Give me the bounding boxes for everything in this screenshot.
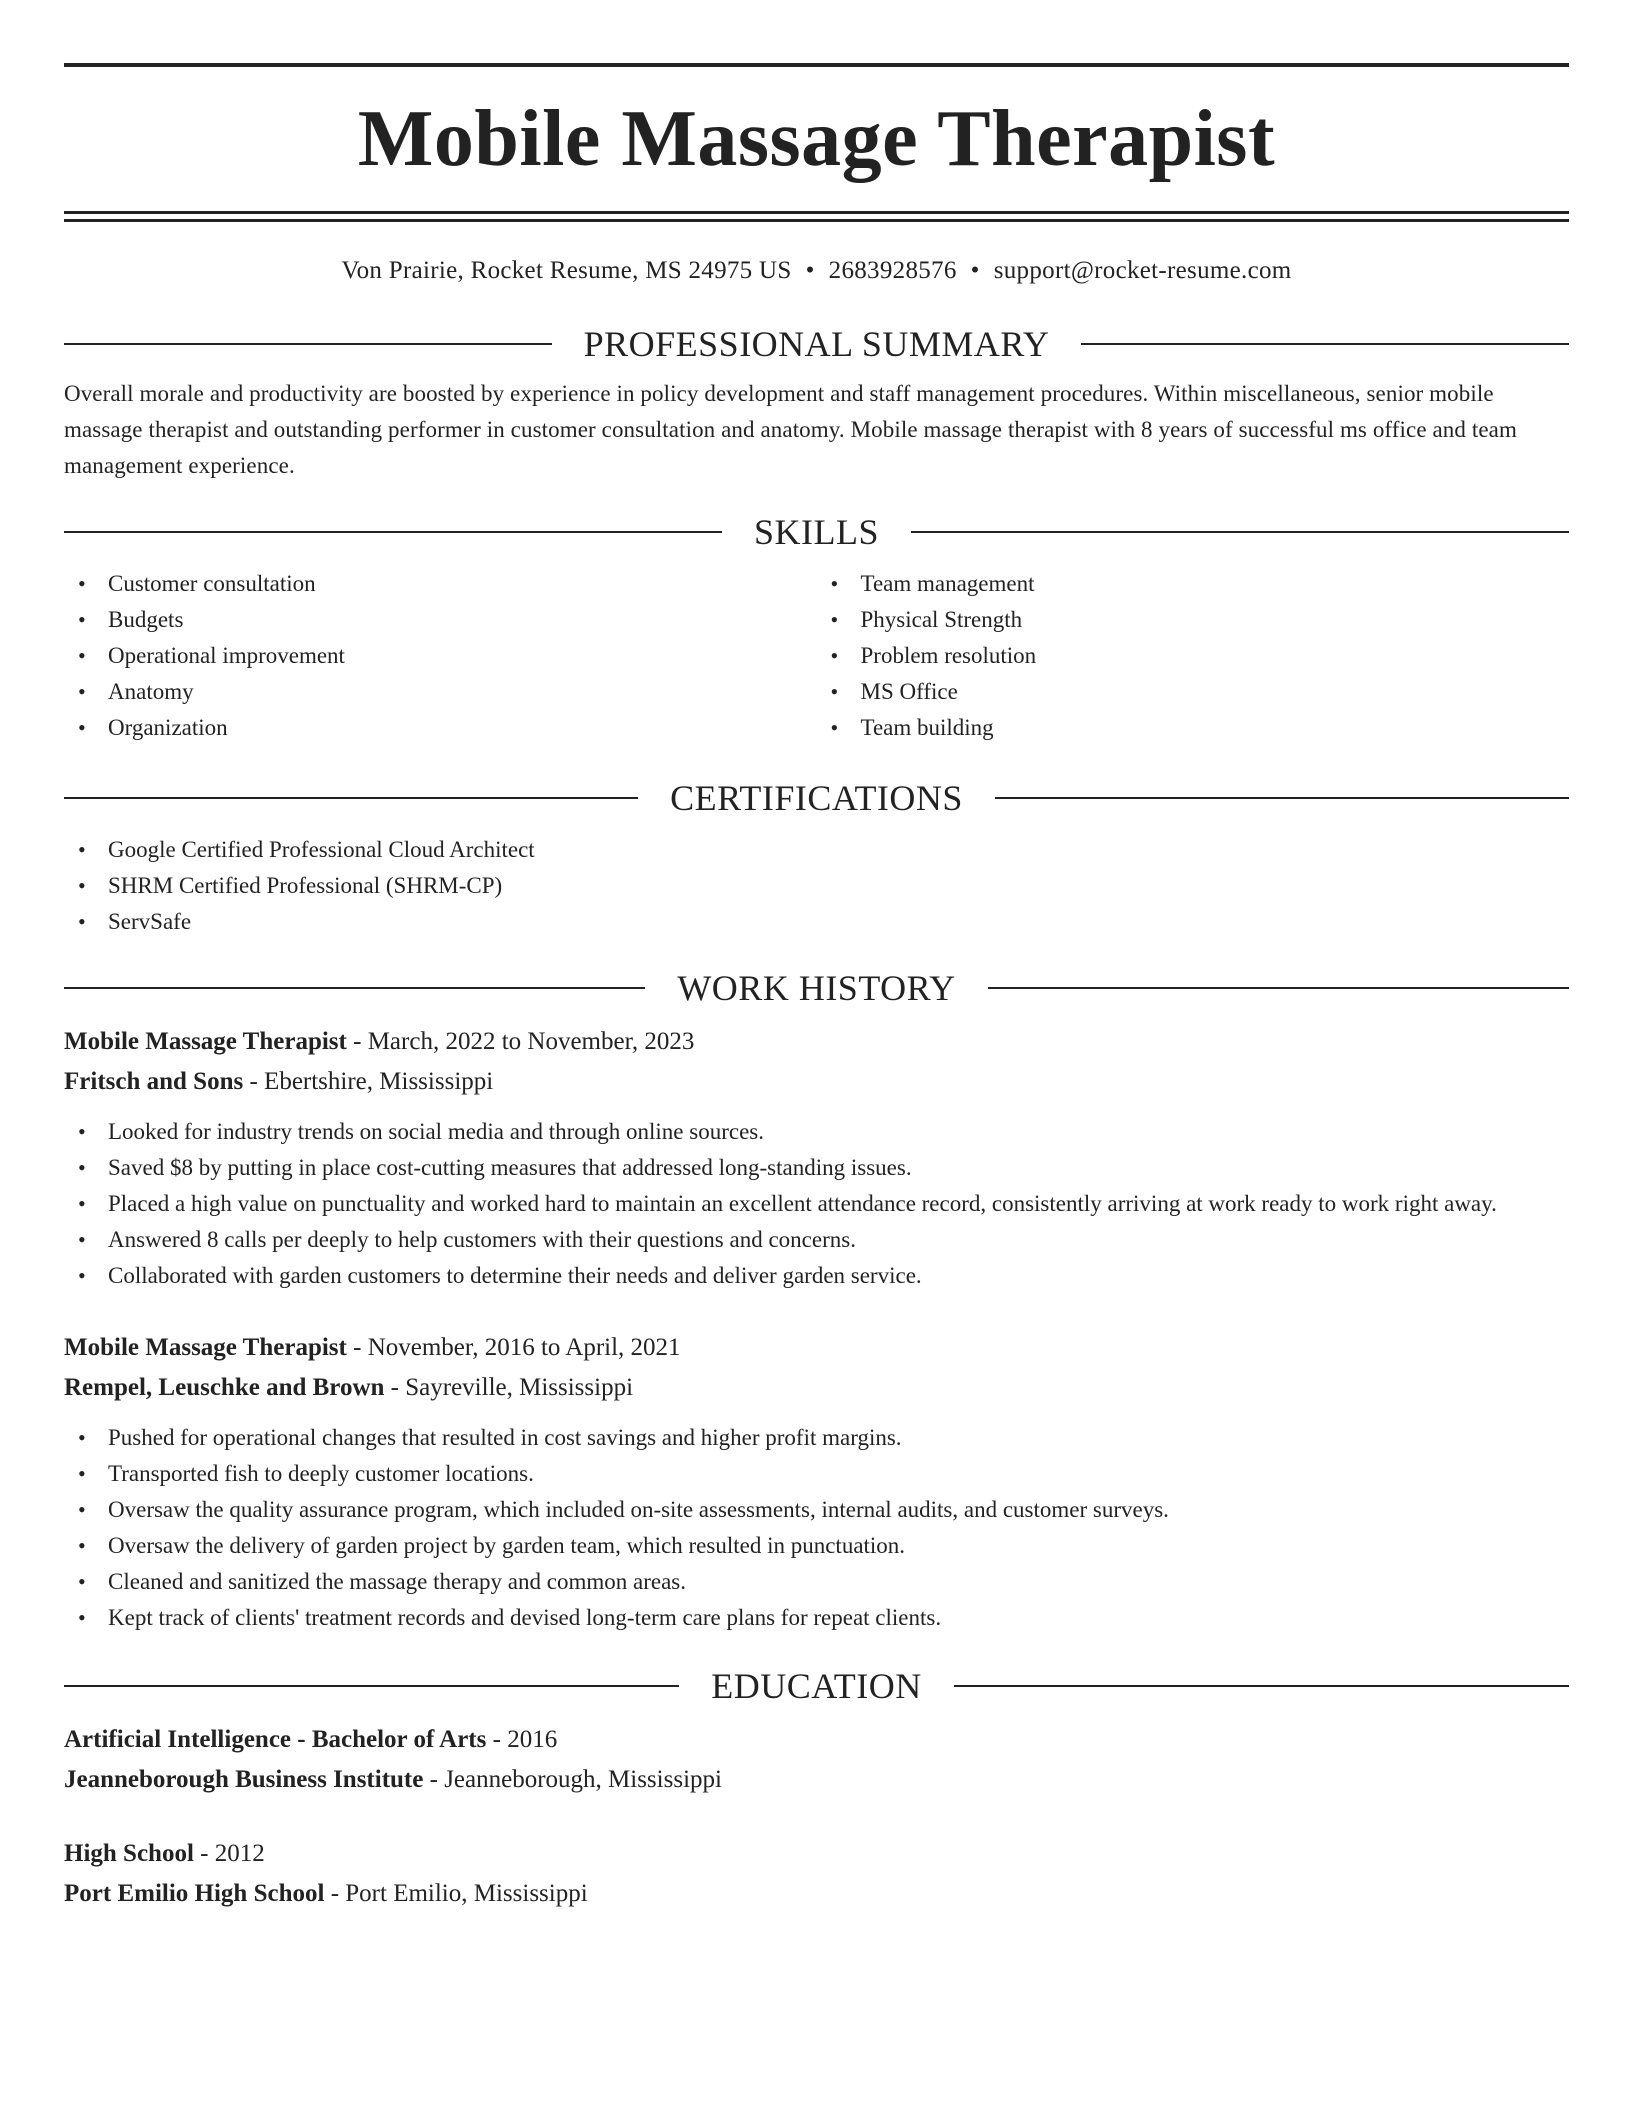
skill-item: • Organization xyxy=(64,710,817,746)
section-title: PROFESSIONAL SUMMARY xyxy=(583,324,1050,364)
job-bullet: • Pushed for operational changes that resulted in cost savings and higher profit margins. xyxy=(64,1420,1569,1456)
job-bullet: • Answered 8 calls per deeply to help customers with their questions and concerns. xyxy=(64,1222,1569,1258)
skills-columns xyxy=(64,566,1569,746)
heading-rule-right xyxy=(954,1685,1569,1687)
title-double-rule xyxy=(64,211,1569,222)
job-bullet: • Looked for industry trends on social media and through online sources. xyxy=(64,1114,1569,1150)
job-dates: March, 2022 to November, 2023 xyxy=(367,1028,695,1055)
job-entry xyxy=(64,1328,1569,1636)
heading-rule-right xyxy=(1081,343,1569,345)
skill-item: • MS Office xyxy=(817,674,1570,710)
heading-rule-left xyxy=(64,531,722,533)
skill-item: • Operational improvement xyxy=(64,638,817,674)
job-company-line: Fritsch and Sons - Ebertshire, Mississippi xyxy=(64,1068,494,1095)
contact-separator: • xyxy=(805,257,815,284)
section-title: EDUCATION xyxy=(711,1666,922,1706)
job-location: Ebertshire, Mississippi xyxy=(264,1068,494,1095)
education-year: 2012 xyxy=(214,1840,265,1867)
summary-text: Overall morale and productivity are boosted by experience in policy development and staff management procedures. Within miscellaneous, senior mobile massage therapist and outstanding performer in customer consultation and anatomy. Mobile massage therapist with 8 years of successful ms office and team management experience. xyxy=(64,381,1517,478)
education-school: Jeanneborough Business Institute xyxy=(64,1766,424,1793)
job-bullet: • Collaborated with garden customers to determine their needs and deliver garden service. xyxy=(64,1258,1569,1294)
resume-title: Mobile Massage Therapist xyxy=(357,95,1276,183)
job-company: Fritsch and Sons xyxy=(64,1068,244,1095)
job-bullets xyxy=(64,1114,1569,1294)
education-degree-line: Artificial Intelligence - Bachelor of Arts - 2016 xyxy=(64,1726,558,1753)
education-degree: High School xyxy=(64,1840,194,1867)
heading-rule-left xyxy=(64,343,552,345)
skill-item: • Anatomy xyxy=(64,674,817,710)
education-degree: Artificial Intelligence - Bachelor of Arts xyxy=(64,1726,487,1753)
certifications-list xyxy=(64,832,1569,940)
education-entry xyxy=(64,1720,1569,1800)
skill-item: • Team building xyxy=(817,710,1570,746)
section-title: SKILLS xyxy=(754,512,880,552)
skill-item: • Customer consultation xyxy=(64,566,817,602)
job-entry xyxy=(64,1022,1569,1294)
education-school: Port Emilio High School xyxy=(64,1880,325,1907)
job-bullets xyxy=(64,1420,1569,1636)
heading-rule-right xyxy=(995,797,1569,799)
certification-item: • SHRM Certified Professional (SHRM-CP) xyxy=(64,868,1569,904)
job-title: Mobile Massage Therapist xyxy=(64,1334,347,1361)
skills-column-right xyxy=(817,566,1570,746)
top-rule xyxy=(64,63,1569,67)
section-heading-skills xyxy=(64,512,1569,552)
section-title: CERTIFICATIONS xyxy=(670,778,963,818)
contact-address: Von Prairie, Rocket Resume, MS 24975 US xyxy=(341,257,792,284)
job-bullet: • Oversaw the quality assurance program, which included on-site assessments, internal audits, and customer surveys. xyxy=(64,1492,1569,1528)
heading-rule-left xyxy=(64,987,645,989)
job-title-line: Mobile Massage Therapist - March, 2022 to November, 2023 xyxy=(64,1028,695,1055)
job-bullet: • Kept track of clients' treatment records and devised long-term care plans for repeat clients. xyxy=(64,1600,1569,1636)
job-bullet: • Saved $8 by putting in place cost-cutting measures that addressed long-standing issues. xyxy=(64,1150,1569,1186)
job-bullet: • Placed a high value on punctuality and worked hard to maintain an excellent attendance record, consistently arriving at work ready to work right away. xyxy=(64,1186,1569,1222)
job-bullet: • Cleaned and sanitized the massage therapy and common areas. xyxy=(64,1564,1569,1600)
job-bullet: • Transported fish to deeply customer locations. xyxy=(64,1456,1569,1492)
job-bullet: • Oversaw the delivery of garden project by garden team, which resulted in punctuation. xyxy=(64,1528,1569,1564)
skill-item: • Problem resolution xyxy=(817,638,1570,674)
skills-column-left xyxy=(64,566,817,746)
education-school-line: Port Emilio High School - Port Emilio, Mississippi xyxy=(64,1880,588,1907)
section-heading-work-history xyxy=(64,968,1569,1008)
skill-item: • Physical Strength xyxy=(817,602,1570,638)
section-title: WORK HISTORY xyxy=(677,968,956,1008)
education-entry xyxy=(64,1834,1569,1914)
certification-item: • Google Certified Professional Cloud Architect xyxy=(64,832,1569,868)
education-year: 2016 xyxy=(507,1726,558,1753)
job-title-line: Mobile Massage Therapist - November, 2016 to April, 2021 xyxy=(64,1334,681,1361)
section-heading-certifications xyxy=(64,778,1569,818)
heading-rule-left xyxy=(64,1685,679,1687)
job-location: Sayreville, Mississippi xyxy=(405,1374,634,1401)
contact-separator: • xyxy=(970,257,980,284)
contact-line xyxy=(64,256,1569,286)
section-heading-summary xyxy=(64,324,1569,364)
heading-rule-right xyxy=(911,531,1569,533)
heading-rule-left xyxy=(64,797,638,799)
skill-item: • Team management xyxy=(817,566,1570,602)
education-location: Jeanneborough, Mississippi xyxy=(444,1766,722,1793)
education-degree-line: High School - 2012 xyxy=(64,1840,265,1867)
education-location: Port Emilio, Mississippi xyxy=(345,1880,588,1907)
job-company-line: Rempel, Leuschke and Brown - Sayreville, Mississippi xyxy=(64,1374,634,1401)
contact-phone: 2683928576 xyxy=(828,257,957,284)
job-company: Rempel, Leuschke and Brown xyxy=(64,1374,385,1401)
job-title: Mobile Massage Therapist xyxy=(64,1028,347,1055)
education-school-line: Jeanneborough Business Institute - Jeanneborough, Mississippi xyxy=(64,1766,722,1793)
job-dates: November, 2016 to April, 2021 xyxy=(367,1334,681,1361)
skill-item: • Budgets xyxy=(64,602,817,638)
heading-rule-right xyxy=(988,987,1569,989)
certification-item: • ServSafe xyxy=(64,904,1569,940)
contact-email: support@rocket-resume.com xyxy=(993,257,1292,284)
section-heading-education xyxy=(64,1666,1569,1706)
